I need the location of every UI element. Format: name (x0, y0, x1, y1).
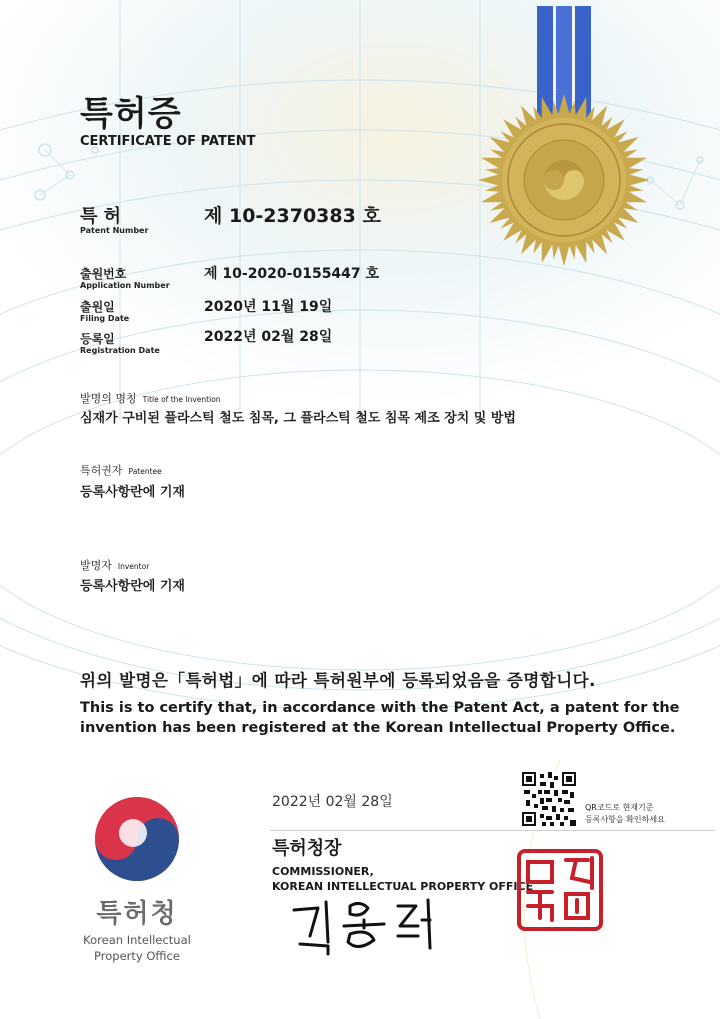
office-name-kr: 특허청 (96, 899, 178, 929)
application-number-value: 제 10-2020-0155447 호 (204, 266, 380, 282)
patent-number-value: 제 10-2370383 호 (204, 205, 381, 227)
invention-title-value: 심재가 구비된 플라스틱 철도 침목, 그 플라스틱 철도 침목 제조 장치 및 방법 (80, 411, 516, 426)
commissioner-title-kr: 특허청장 (272, 838, 342, 859)
commissioner-title-en-line1: COMMISSIONER, (272, 865, 374, 878)
registration-date-value: 2022년 02월 28일 (204, 329, 333, 345)
office-name-en-line2: Property Office (94, 949, 180, 963)
application-number-label-en: Application Number (80, 281, 170, 290)
signature-image (288, 896, 448, 956)
official-stamp-icon (516, 848, 604, 932)
patent-number-label-kr: 특 허 (80, 206, 122, 227)
issue-date: 2022년 02월 28일 (272, 794, 393, 810)
patentee-label: 특허권자 Patentee (80, 464, 162, 477)
gold-seal-icon (470, 0, 660, 270)
inventor-value: 등록사항란에 기재 (80, 579, 185, 594)
patentee-value: 등록사항란에 기재 (80, 485, 185, 500)
qr-note-line1: QR코드로 현재기준 (585, 803, 654, 812)
qr-code-icon[interactable] (522, 772, 576, 826)
application-number-label-kr: 출원번호 (80, 267, 127, 281)
kipo-logo-icon (92, 794, 182, 884)
filing-date-label-kr: 출원일 (80, 300, 115, 314)
divider (270, 830, 715, 831)
certification-statement-en-line2: invention has been registered at the Korean Intellectual Property Office. (80, 720, 676, 736)
registration-date-label-kr: 등록일 (80, 332, 115, 346)
certification-statement-en-line1: This is to certify that, in accordance with the Patent Act, a patent for the (80, 700, 680, 716)
patent-number-label-en: Patent Number (80, 226, 149, 235)
qr-note (585, 802, 665, 826)
office-name-en (67, 932, 207, 964)
filing-date-label-en: Filing Date (80, 314, 130, 323)
registration-date-label-en: Registration Date (80, 346, 160, 355)
commissioner-title-en-line2: KOREAN INTELLECTUAL PROPERTY OFFICE (272, 880, 534, 893)
certificate-title-en: CERTIFICATE OF PATENT (80, 134, 256, 149)
certification-statement-kr: 위의 발명은「특허법」에 따라 특허원부에 등록되었음을 증명합니다. (80, 671, 596, 690)
office-name-en-line1: Korean Intellectual (83, 933, 191, 947)
filing-date-value: 2020년 11월 19일 (204, 299, 333, 315)
inventor-label: 발명자 Inventor (80, 559, 150, 572)
certificate-title-kr: 특허증 (80, 94, 182, 134)
qr-note-line2: 등록사항을 확인하세요 (585, 815, 665, 824)
invention-title-label: 발명의 명칭 Title of the Invention (80, 392, 221, 405)
